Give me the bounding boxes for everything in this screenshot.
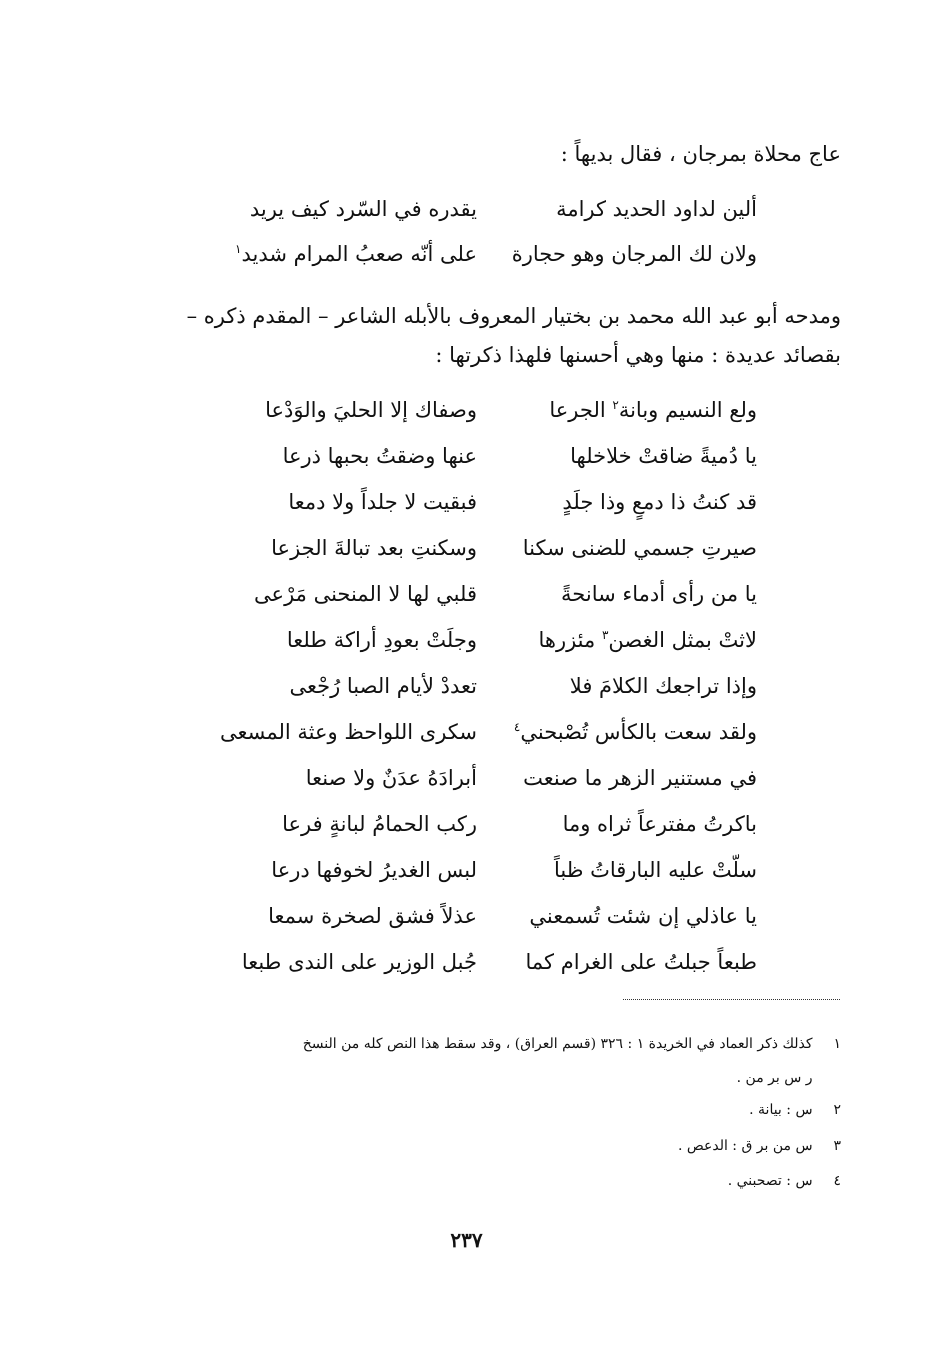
paragraph-line-2: بقصائد عديدة : منها وهي أحسنها فلهذا ذكرتها : bbox=[435, 343, 841, 367]
hemistich-left: ركب الحمامُ لبانةٍ فرعا bbox=[282, 812, 477, 836]
hemistich-right: باكرتُ مفترعاً ثراه وما bbox=[562, 812, 757, 836]
hemistich-left: وجلَتْ بعودِ أراكة طلعا bbox=[286, 628, 477, 652]
footnote-1-continued bbox=[100, 1070, 841, 1086]
hemistich-right: صيرتِ جسمي للضنى سكنا bbox=[522, 536, 757, 560]
second-poem-verse bbox=[197, 858, 757, 882]
hemistich-left: فبقيت لا جلداً ولا دمعا bbox=[288, 490, 477, 514]
footnote-text: ر س بر من . bbox=[736, 1070, 813, 1086]
hemistich-right: سلّتْ عليه البارقاتُ ظباً bbox=[553, 858, 757, 882]
footnote-marker: ١ bbox=[235, 242, 242, 256]
second-poem-verse bbox=[197, 766, 757, 790]
footnote-number: ١ bbox=[833, 1036, 841, 1052]
hemistich-right: لاثتْ بمثل الغصن$^٣$ مئزرها bbox=[538, 628, 757, 652]
footnote-1 bbox=[100, 1036, 841, 1052]
footnote-divider bbox=[623, 999, 840, 1000]
footnote-marker: ٤ bbox=[513, 720, 521, 734]
hemistich-right: يا من رأى أدماء سانحةً bbox=[561, 582, 757, 606]
second-poem-verse bbox=[197, 950, 757, 974]
page-number: ٢٣٧ bbox=[450, 1228, 483, 1252]
hemistich-left: جُبل الوزير على الندى طبعا bbox=[241, 950, 477, 974]
hemistich-left: يقدره في السّرد كيف يريد bbox=[249, 197, 477, 221]
hemistich-left: سكرى اللواحظ وعثة المسعى bbox=[219, 720, 477, 744]
second-poem-verse bbox=[197, 674, 757, 698]
hemistich-right: ولع النسيم وبانة$^٢$ الجرعا bbox=[549, 398, 757, 422]
hemistich-right: يا عاذلي إن شئت تُسمعني bbox=[529, 904, 757, 928]
footnote-text: س : تصحبني . bbox=[727, 1173, 813, 1189]
hemistich-left: وصفاك إلا الحليَ والوَدْعا bbox=[265, 398, 477, 422]
hemistich-left: قلبي لها لا المنحنى مَرْعى bbox=[254, 582, 477, 606]
hemistich-left: عنها وضقتُ بحبها ذرعا bbox=[282, 444, 477, 468]
hemistich-left: لبس الغديرُ لخوفها درعا bbox=[271, 858, 477, 882]
second-poem-verse bbox=[197, 398, 757, 422]
first-poem-verse-2 bbox=[197, 242, 757, 266]
hemistich-left: تعددْ لأيام الصبا رُجْعى bbox=[289, 674, 477, 698]
first-poem-verse-1 bbox=[197, 197, 757, 221]
footnote-marker: ٣ bbox=[601, 628, 609, 642]
hemistich-right: ولقد سعت بالكأس تُصْبحني$^٤$ bbox=[513, 720, 757, 744]
hemistich-right: ولان لك المرجان وهو حجارة bbox=[511, 242, 757, 266]
hemistich-right: يا دُميةً ضاقتْ خلاخلها bbox=[570, 444, 757, 468]
second-poem-verse bbox=[197, 444, 757, 468]
hemistich-right: ألين لداود الحديد كرامة bbox=[556, 197, 757, 221]
footnote-text: س : بيانة . bbox=[749, 1102, 813, 1118]
hemistich-right: في مستنير الزهر ما صنعت bbox=[523, 766, 757, 790]
footnote-number: ٤ bbox=[833, 1173, 841, 1189]
hemistich-left: أبرادَهُ عدَنٌ ولا صنعا bbox=[305, 766, 477, 790]
hemistich-left: وسكنتِ بعد تبالةَ الجزعا bbox=[271, 536, 477, 560]
hemistich-left: عذلاً فشق لصخرة سمعا bbox=[268, 904, 477, 928]
paragraph-line-1: ومدحه أبو عبد الله محمد بن بختيار المعروف بالأبله الشاعر – المقدم ذكره – bbox=[186, 304, 841, 328]
second-poem-verse bbox=[197, 582, 757, 606]
footnote-number: ٢ bbox=[833, 1102, 841, 1118]
hemistich-right: وإذا تراجعك الكلامَ فلا bbox=[569, 674, 757, 698]
second-poem-verse bbox=[197, 904, 757, 928]
intro-line: عاج محلاة بمرجان ، فقال بديهاً : bbox=[560, 142, 841, 166]
footnote-3 bbox=[100, 1138, 841, 1154]
second-poem-verse bbox=[197, 720, 757, 744]
second-poem-verse bbox=[197, 536, 757, 560]
footnote-number: ٣ bbox=[833, 1138, 841, 1154]
second-poem-verse bbox=[197, 628, 757, 652]
second-poem-verse bbox=[197, 490, 757, 514]
hemistich-right: طبعاً جبلتُ على الغرام كما bbox=[525, 950, 757, 974]
footnote-2 bbox=[100, 1102, 841, 1118]
hemistich-left: على أنّه صعبُ المرام شديد$^١$ bbox=[235, 242, 477, 266]
footnote-text: كذلك ذكر العماد في الخريدة ١ : ٣٢٦ (قسم العراق) ، وقد سقط هذا النص كله من النسخ bbox=[302, 1036, 813, 1052]
footnote-text: س من بر ق : الدعص . bbox=[677, 1138, 813, 1154]
footnote-marker: ٢ bbox=[612, 398, 619, 412]
second-poem-verse bbox=[197, 812, 757, 836]
footnote-4 bbox=[100, 1173, 841, 1189]
hemistich-right: قد كنتُ ذا دمعٍ وذا جلَدٍ bbox=[562, 490, 757, 514]
